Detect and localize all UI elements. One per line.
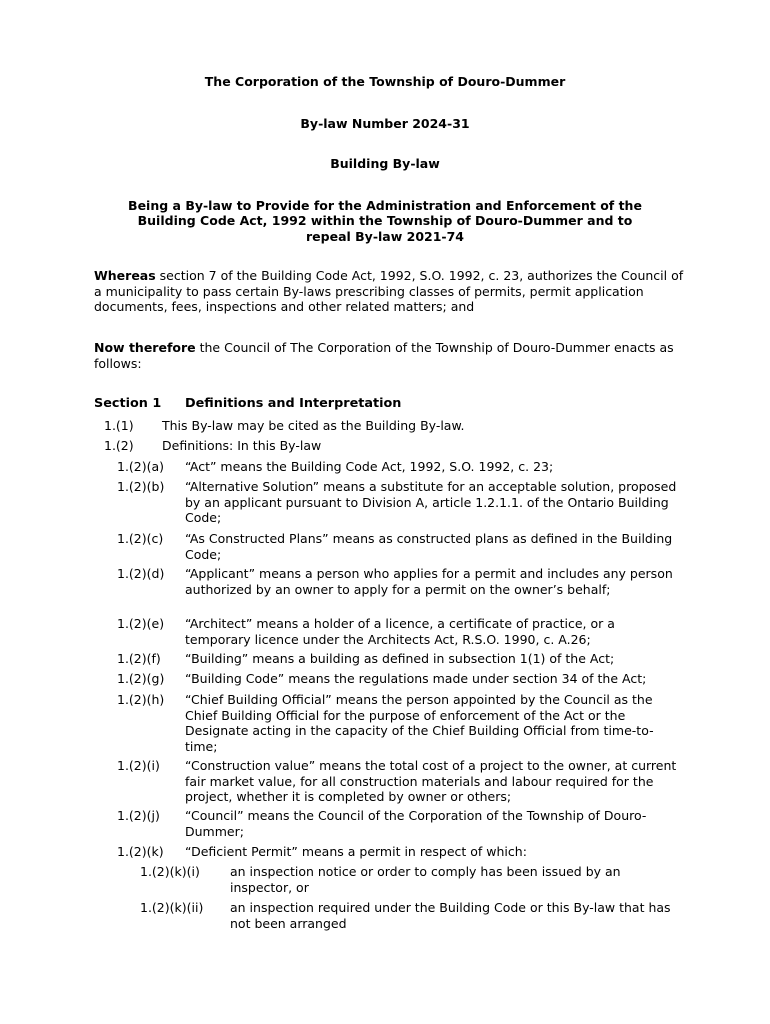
definition-text: “Architect” means a holder of a licence, a certificate of practice, or a temporary licence under the Architects Act, R.S.O. 1990, c. A.26; [185, 616, 615, 647]
definition-number: 1.(2)(c) [117, 531, 164, 546]
enactment-lead: Now therefore [94, 340, 196, 355]
definition-number: 1.(2)(i) [117, 758, 160, 773]
definition-number: 1.(2)(e) [117, 616, 165, 631]
clause-number: 1.(1) [104, 418, 134, 433]
corporation-title: The Corporation of the Township of Douro-Dummer [204, 74, 566, 89]
definition-number: 1.(2)(f) [117, 651, 161, 666]
section-title: Definitions and Interpretation [185, 396, 402, 411]
clause-text: This By-law may be cited as the Building By-law. [162, 418, 465, 433]
definition-text: “Chief Building Official” means the person appointed by the Council as the Chief Building Official for the purpose of enforcement of the Act or the Designate acting in the capacity of the Chief Building Official from time-to-time; [185, 692, 654, 754]
purpose-line: Building Code Act, 1992 within the Township of Douro-Dummer and to [137, 213, 633, 228]
bylaw-name: Building By-law [330, 156, 440, 171]
definition-text: “As Constructed Plans” means as constructed plans as defined in the Building Code; [185, 531, 673, 562]
clause-number: 1.(2) [104, 438, 134, 453]
definition-text: “Council” means the Council of the Corporation of the Township of Douro-Dummer; [185, 808, 647, 839]
definition-number: 1.(2)(k) [117, 844, 164, 859]
definition-number: 1.(2)(b) [117, 479, 165, 494]
definition-text: “Building Code” means the regulations made under section 34 of the Act; [185, 671, 647, 686]
purpose-line: Being a By-law to Provide for the Administration and Enforcement of the [128, 198, 642, 213]
subdefinition-number: 1.(2)(k)(i) [140, 864, 200, 879]
section-number: Section 1 [94, 396, 162, 411]
whereas-text: section 7 of the Building Code Act, 1992, S.O. 1992, c. 23, authorizes the Council of a municipality to pass certain By-laws prescribing classes of permits, permit application documents, fees, inspections and other related matters; and [94, 268, 684, 314]
definition-number: 1.(2)(d) [117, 566, 165, 581]
definition-text: “Building” means a building as defined in subsection 1(1) of the Act; [185, 651, 615, 666]
definition-text: “Applicant” means a person who applies for a permit and includes any person authorized by an owner to apply for a permit on the owner’s behalf; [185, 566, 673, 597]
purpose-line: repeal By-law 2021-74 [306, 229, 464, 244]
subdefinition-number: 1.(2)(k)(ii) [140, 900, 204, 915]
definition-number: 1.(2)(h) [117, 692, 165, 707]
whereas-lead: Whereas [94, 268, 156, 283]
definition-text: “Construction value” means the total cost of a project to the owner, at current fair market value, for all construction materials and labour required for the project, whether it is completed by owner or others; [185, 758, 677, 804]
enactment-text: the Council of The Corporation of the Township of Douro-Dummer enacts as follows: [94, 340, 674, 371]
definition-number: 1.(2)(j) [117, 808, 160, 823]
definition-text: “Act” means the Building Code Act, 1992, S.O. 1992, c. 23; [185, 459, 554, 474]
definition-text: “Alternative Solution” means a substitute for an acceptable solution, proposed by an applicant pursuant to Division A, article 1.2.1.1. of the Ontario Building Code; [185, 479, 677, 525]
subdefinition-text: an inspection required under the Building Code or this By-law that has not been arranged [230, 900, 671, 931]
clause-text: Definitions: In this By-law [162, 438, 322, 453]
definition-number: 1.(2)(a) [117, 459, 165, 474]
bylaw-number: By-law Number 2024-31 [300, 116, 470, 131]
definition-text: “Deficient Permit” means a permit in respect of which: [185, 844, 527, 859]
enactment-paragraph [94, 340, 684, 371]
subdefinition-text: an inspection notice or order to comply has been issued by an inspector, or [230, 864, 621, 895]
whereas-paragraph [94, 268, 684, 315]
definition-number: 1.(2)(g) [117, 671, 165, 686]
